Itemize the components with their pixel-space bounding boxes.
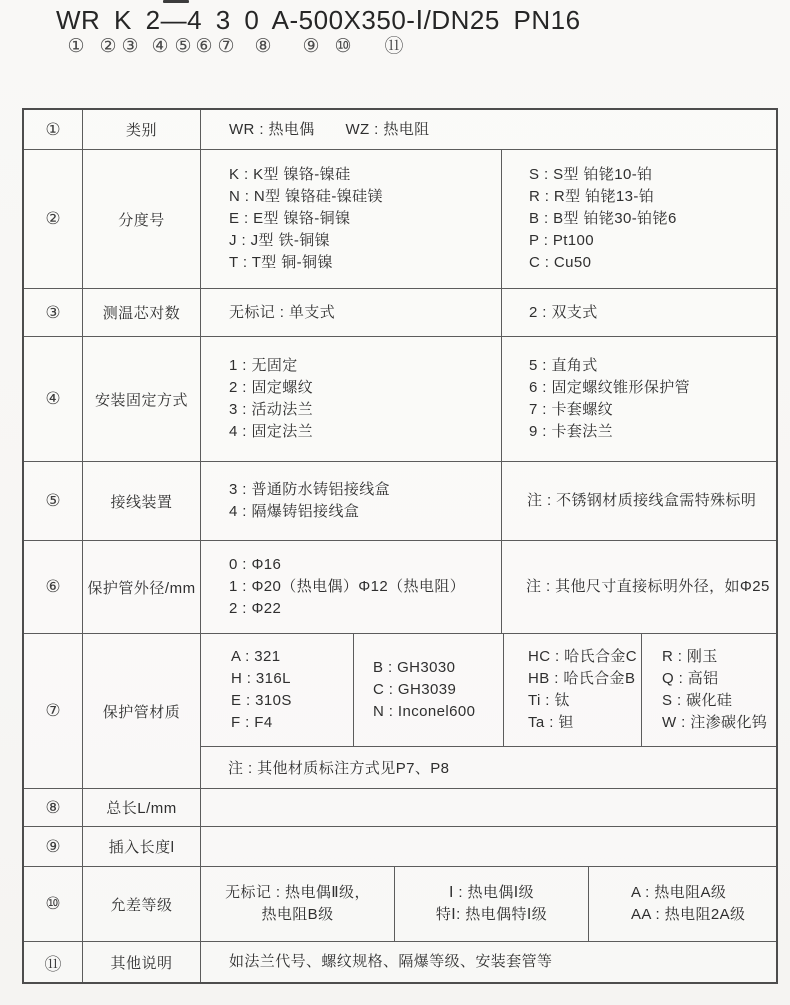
row-content	[200, 337, 776, 461]
content-cell	[200, 942, 776, 982]
cell-line: A : 321	[231, 648, 281, 665]
table-row	[24, 541, 776, 634]
code-marker: ③	[121, 36, 139, 57]
table-row	[24, 634, 776, 789]
table-row	[24, 150, 776, 289]
content-cell	[200, 634, 353, 746]
content-cell	[394, 867, 588, 941]
content-cell	[503, 634, 641, 746]
row-content	[200, 827, 776, 866]
content-cell	[501, 462, 776, 540]
cell-line: B : GH3030	[373, 659, 456, 676]
cell-line: 7 : 卡套螺纹	[529, 401, 614, 418]
cell-line: 3 : 活动法兰	[229, 401, 314, 418]
row-label-cell: 允差等级	[82, 867, 200, 941]
code-marker: ②	[99, 36, 117, 57]
code-marker: ④	[151, 36, 169, 57]
cell-line: S : S型 铂铑10-铂	[529, 166, 653, 183]
cell-line: 2 : Φ22	[229, 600, 282, 617]
row-number-cell: ⑪	[44, 954, 62, 974]
row-label-cell: 接线装置	[82, 462, 200, 540]
row-number-cell: ⑧	[45, 797, 61, 817]
row-content	[200, 150, 776, 288]
row-number-cell: ④	[45, 389, 61, 408]
cell-line: 9 : 卡套法兰	[529, 423, 614, 440]
cell-line: 6 : 固定螺纹锥形保护管	[529, 379, 691, 396]
cell-line: W : 注渗碳化钨	[662, 714, 768, 731]
cell-line: F : F4	[231, 714, 273, 731]
cell-line: C : GH3039	[373, 681, 457, 698]
cell-line: 4 : 隔爆铸铝接线盒	[229, 503, 360, 520]
cell-line: 0 : Φ16	[229, 556, 282, 573]
cell-line: R : R型 铂铑13-铂	[529, 188, 655, 205]
row-label-cell: 类别	[82, 110, 200, 149]
content-cell	[200, 867, 394, 941]
content-cell	[200, 541, 501, 633]
cell-line: 1 : Φ20（热电偶）Φ12（热电阻）	[229, 578, 466, 595]
table-row	[24, 337, 776, 462]
content-cell	[501, 541, 776, 633]
cell-line: 无标记 : 热电偶Ⅱ级，	[225, 884, 370, 901]
cell-line: Q : 高铝	[662, 670, 719, 687]
row-content	[200, 634, 776, 788]
cell-line: N : N型 镍铬硅-镍硅镁	[229, 188, 383, 205]
table-row	[24, 289, 776, 337]
cell-line: S : 碳化硅	[662, 692, 733, 709]
content-cell	[200, 827, 776, 866]
code-marker: ①	[67, 36, 85, 57]
row-content	[200, 289, 776, 336]
cell-line: E : E型 镍铬-铜镍	[229, 210, 351, 227]
cutoff-text-fragment	[163, 0, 189, 3]
cell-line: HB : 哈氏合金B	[528, 670, 636, 687]
model-code-title: WR K 2—4 3 0 A-500X350-Ⅰ/DN25 PN16	[56, 5, 581, 35]
code-marker: ⑩	[334, 36, 352, 57]
cell-line: 特Ⅰ: 热电偶特Ⅰ级	[435, 906, 548, 923]
code-marker: ⑨	[302, 36, 320, 57]
content-cell	[501, 150, 776, 288]
spec-table	[22, 108, 778, 984]
content-cell	[641, 634, 776, 746]
content-cell	[353, 634, 503, 746]
cell-line: 注 : 不锈钢材质接线盒需特殊标明	[527, 492, 757, 509]
cell-line: WR : 热电偶 WZ : 热电阻	[229, 120, 430, 138]
row-content	[200, 462, 776, 540]
cell-line: R : 刚玉	[662, 648, 718, 665]
row-label-cell: 安装固定方式	[82, 337, 200, 461]
cell-line: A : 热电阻A级	[631, 884, 727, 901]
row-content	[200, 541, 776, 633]
content-cell	[588, 867, 776, 941]
content-cell	[501, 337, 776, 461]
row-number-cell: ⑦	[45, 701, 61, 720]
cell-line: Ti : 钛	[528, 692, 570, 709]
cell-line: N : Inconel600	[373, 703, 476, 720]
cell-line: P : Pt100	[529, 232, 595, 249]
row-label-cell: 保护管材质	[82, 634, 200, 788]
cell-line: B : B型 铂铑30-铂铑6	[529, 210, 677, 227]
table-row	[24, 867, 776, 942]
cell-line: K : K型 镍铬-镍硅	[229, 166, 351, 183]
row-number-cell: ②	[45, 209, 61, 228]
table-row	[24, 942, 776, 982]
code-marker: ⑧	[254, 36, 272, 57]
code-marker: ⑦	[217, 36, 235, 57]
table-row	[24, 110, 776, 150]
code-marker: ⑪	[384, 36, 404, 57]
row-number-cell: ①	[45, 119, 61, 139]
cell-line: Ta : 钽	[528, 714, 574, 731]
cell-line: 3 : 普通防水铸铝接线盒	[229, 481, 391, 498]
code-marker: ⑤	[174, 36, 192, 57]
table-row	[24, 827, 776, 867]
cell-line: 2 : 双支式	[529, 303, 598, 321]
content-cell	[200, 337, 501, 461]
row-label-cell: 其他说明	[82, 942, 200, 982]
cell-line: C : Cu50	[529, 254, 592, 271]
row-label-cell: 插入长度l	[82, 827, 200, 866]
table-row	[24, 462, 776, 541]
content-cell	[200, 462, 501, 540]
row-number-cell: ⑤	[45, 491, 61, 510]
cell-line: 2 : 固定螺纹	[229, 379, 314, 396]
cell-line: 无标记 : 单支式	[229, 303, 336, 321]
cell-line: 如法兰代号、螺纹规格、隔爆等级、安装套管等	[229, 953, 553, 970]
cell-line: HC : 哈氏合金C	[528, 648, 638, 665]
content-cell	[200, 289, 501, 336]
code-marker-row	[0, 36, 790, 60]
row-content	[200, 789, 776, 826]
row-label-cell: 测温芯对数	[82, 289, 200, 336]
row-content	[200, 110, 776, 149]
row-number-cell: ⑨	[45, 836, 61, 856]
cell-line: Ⅰ : 热电偶Ⅰ级	[449, 884, 534, 901]
cell-line: T : T型 铜-铜镍	[229, 254, 333, 271]
row-label-cell: 总长L/mm	[82, 789, 200, 826]
code-marker: ⑥	[195, 36, 213, 57]
cell-line: 4 : 固定法兰	[229, 423, 314, 440]
cell-line: AA : 热电阻2A级	[631, 906, 746, 923]
content-cell	[200, 789, 776, 826]
row-content	[200, 867, 776, 941]
content-cell	[200, 110, 776, 149]
cell-line: E : 310S	[231, 692, 292, 709]
cell-line: H : 316L	[231, 670, 291, 687]
table-row	[24, 789, 776, 827]
row-label-cell: 保护管外径/mm	[82, 541, 200, 633]
content-cell	[200, 150, 501, 288]
cell-line: 注 : 其他尺寸直接标明外径，如Φ25	[526, 578, 770, 595]
row-label-cell: 分度号	[82, 150, 200, 288]
note-cell: 注 : 其他材质标注方式见P7、P8	[200, 746, 776, 788]
cell-line: 热电阻B级	[261, 906, 334, 923]
cell-line: J : J型 铁-铜镍	[229, 232, 331, 249]
row-number-cell: ③	[45, 302, 61, 322]
content-cell	[501, 289, 776, 336]
row-number-cell: ⑥	[45, 577, 61, 596]
row-number-cell: ⑩	[45, 894, 61, 913]
cell-line: 1 : 无固定	[229, 357, 298, 374]
row-content	[200, 942, 776, 982]
cell-line: 5 : 直角式	[529, 357, 598, 374]
